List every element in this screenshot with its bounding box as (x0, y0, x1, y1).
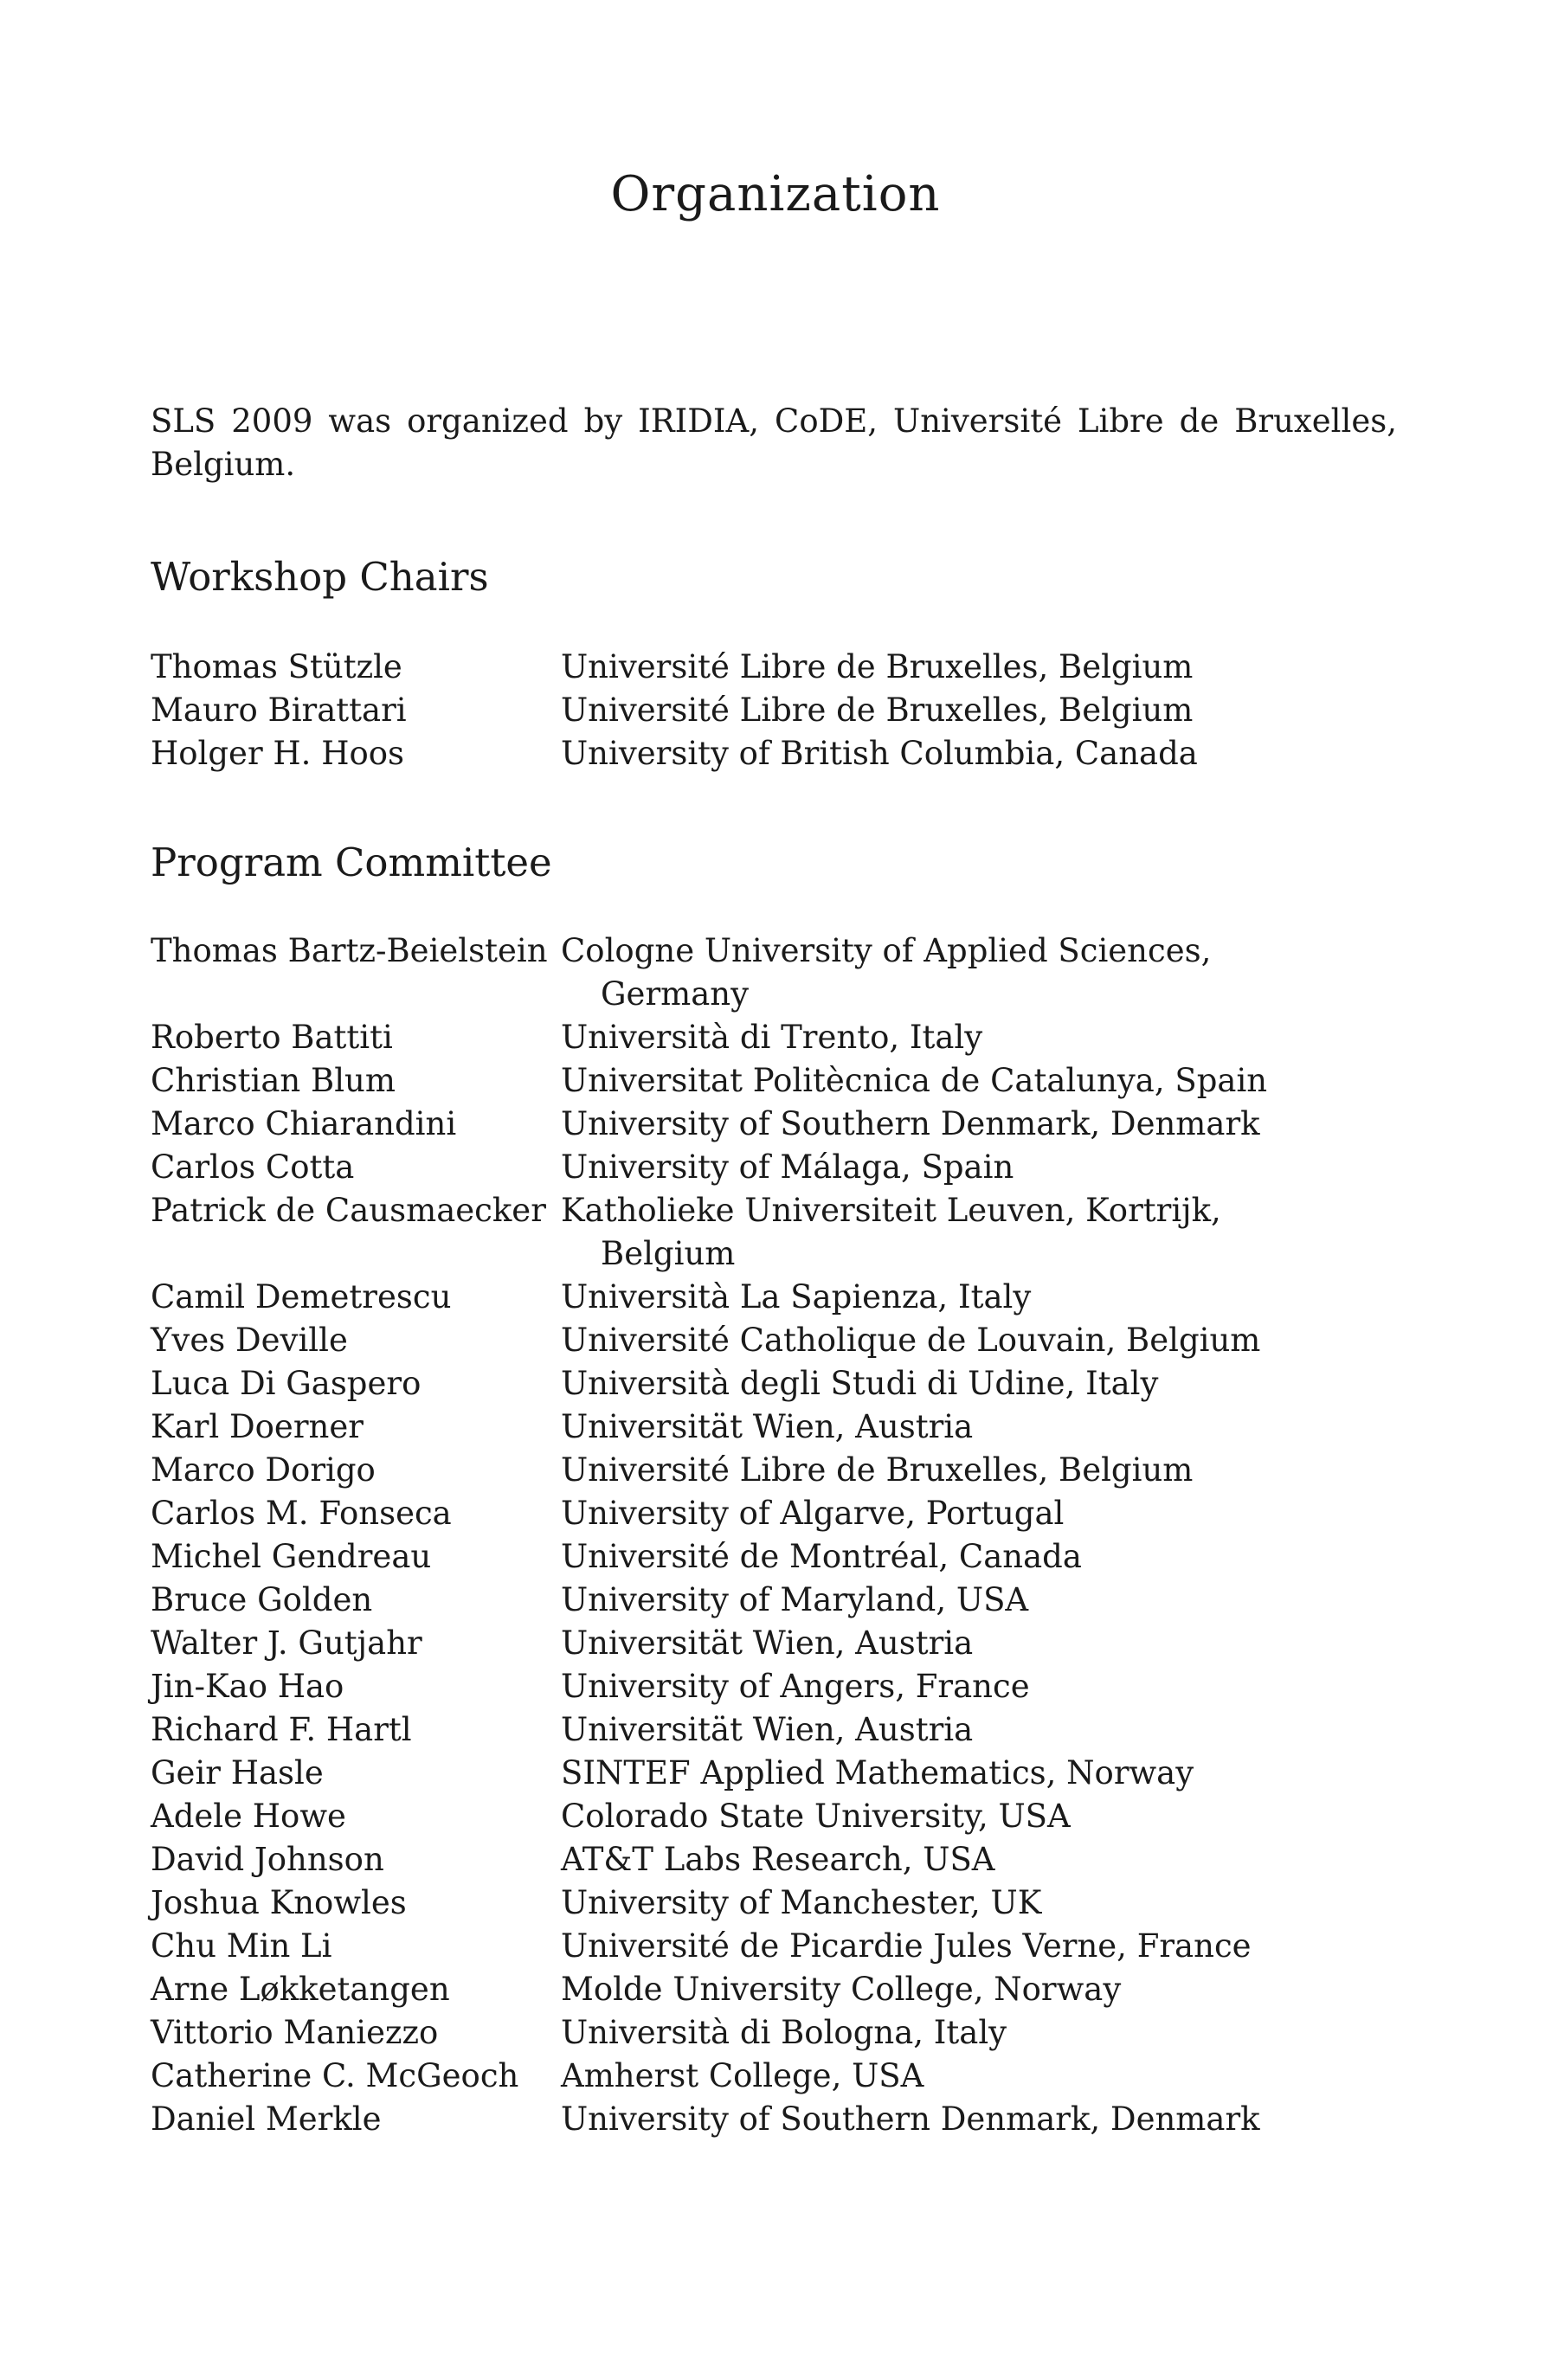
member-name: Richard F. Hartl (151, 1711, 412, 1748)
member-name: Mauro Birattari (151, 691, 407, 729)
list-item (151, 1795, 1397, 1838)
member-affiliation: Université de Picardie Jules Verne, France (561, 1927, 1252, 1965)
list-item (151, 689, 1397, 732)
list-item (151, 1708, 1397, 1752)
member-name: Michel Gendreau (151, 1538, 432, 1575)
list-item (151, 1968, 1397, 2011)
list-item (151, 1146, 1397, 1189)
list-item (151, 1838, 1397, 1881)
program-committee-heading: Program Committee (151, 839, 552, 885)
list-item (151, 1016, 1397, 1059)
member-affiliation: University of Maryland, USA (561, 1581, 1029, 1618)
member-name: Carlos M. Fonseca (151, 1495, 452, 1532)
member-name: Geir Hasle (151, 1754, 324, 1791)
member-name: Bruce Golden (151, 1581, 373, 1618)
member-affiliation: AT&T Labs Research, USA (561, 1841, 995, 1878)
list-item (151, 1362, 1397, 1405)
member-affiliation: Université Libre de Bruxelles, Belgium (561, 1451, 1194, 1489)
member-name: Marco Dorigo (151, 1451, 376, 1489)
member-name: Yves Deville (151, 1322, 348, 1359)
member-name: Catherine C. McGeoch (151, 2057, 519, 2094)
page-title: Organization (610, 166, 941, 222)
member-name: Vittorio Maniezzo (151, 2014, 439, 2051)
program-committee-list (151, 929, 1397, 2141)
member-name: Daniel Merkle (151, 2100, 382, 2138)
member-name: Arne Løkketangen (151, 1971, 450, 2008)
member-name: Holger H. Hoos (151, 735, 405, 772)
member-name: Patrick de Causmaecker (151, 1192, 546, 1229)
member-affiliation: SINTEF Applied Mathematics, Norway (561, 1754, 1194, 1791)
member-affiliation: Amherst College, USA (561, 2057, 924, 2094)
list-item (151, 1622, 1397, 1665)
member-affiliation: Molde University College, Norway (561, 1971, 1122, 2008)
member-affiliation: Université de Montréal, Canada (561, 1538, 1082, 1575)
list-item (151, 2098, 1397, 2141)
list-item (151, 1059, 1397, 1103)
member-affiliation: Università degli Studi di Udine, Italy (561, 1365, 1159, 1402)
member-name: Chu Min Li (151, 1927, 332, 1965)
member-name: Thomas Bartz-Beielstein (151, 932, 548, 969)
member-name: Roberto Battiti (151, 1019, 393, 1056)
list-item (151, 1189, 1397, 1276)
member-affiliation: Università La Sapienza, Italy (561, 1278, 1032, 1315)
list-item (151, 929, 1397, 1016)
member-affiliation: Universität Wien, Austria (561, 1624, 974, 1662)
member-name: Karl Doerner (151, 1408, 364, 1445)
list-item (151, 1881, 1397, 1925)
workshop-chairs-list (151, 646, 1397, 775)
member-name: Thomas Stützle (151, 648, 402, 685)
member-name: Luca Di Gaspero (151, 1365, 422, 1402)
member-affiliation: University of Manchester, UK (561, 1884, 1042, 1921)
list-item (151, 2055, 1397, 2098)
member-affiliation: Colorado State University, USA (561, 1798, 1071, 1835)
list-item (151, 1752, 1397, 1795)
list-item (151, 1449, 1397, 1492)
member-affiliation: Universitat Politècnica de Catalunya, Spain (561, 1062, 1268, 1099)
member-affiliation: Cologne University of Applied Sciences, Germany (561, 932, 1212, 1013)
member-affiliation: Università di Trento, Italy (561, 1019, 983, 1056)
list-item (151, 1535, 1397, 1579)
member-affiliation: Universität Wien, Austria (561, 1408, 974, 1445)
list-item (151, 1276, 1397, 1319)
member-name: Adele Howe (151, 1798, 346, 1835)
member-name: Carlos Cotta (151, 1148, 355, 1186)
workshop-chairs-heading: Workshop Chairs (151, 554, 489, 600)
member-affiliation: University of Southern Denmark, Denmark (561, 1105, 1260, 1142)
list-item (151, 1579, 1397, 1622)
list-item (151, 1103, 1397, 1146)
member-affiliation: Université Libre de Bruxelles, Belgium (561, 648, 1194, 685)
member-name: David Johnson (151, 1841, 384, 1878)
member-name: Marco Chiarandini (151, 1105, 457, 1142)
member-affiliation: University of Southern Denmark, Denmark (561, 2100, 1260, 2138)
list-item (151, 732, 1397, 775)
member-affiliation: Université Libre de Bruxelles, Belgium (561, 691, 1194, 729)
member-affiliation: Universität Wien, Austria (561, 1711, 974, 1748)
list-item (151, 1492, 1397, 1535)
member-affiliation: Université Catholique de Louvain, Belgium (561, 1322, 1261, 1359)
member-affiliation: University of British Columbia, Canada (561, 735, 1198, 772)
list-item (151, 2011, 1397, 2055)
member-name: Joshua Knowles (151, 1884, 407, 1921)
member-affiliation: Katholieke Universiteit Leuven, Kortrijk, Belgium (561, 1192, 1221, 1272)
list-item (151, 1925, 1397, 1968)
member-affiliation: Università di Bologna, Italy (561, 2014, 1007, 2051)
list-item (151, 1405, 1397, 1449)
member-name: Walter J. Gutjahr (151, 1624, 422, 1662)
member-name: Christian Blum (151, 1062, 396, 1099)
member-affiliation: University of Algarve, Portugal (561, 1495, 1065, 1532)
member-name: Jin-Kao Hao (151, 1668, 344, 1705)
intro-paragraph: SLS 2009 was organized by IRIDIA, CoDE, Université Libre de Bruxelles, Belgium. (151, 402, 1397, 483)
member-affiliation: University of Angers, France (561, 1668, 1030, 1705)
list-item (151, 1665, 1397, 1708)
list-item (151, 646, 1397, 689)
list-item (151, 1319, 1397, 1362)
member-affiliation: University of Málaga, Spain (561, 1148, 1014, 1186)
member-name: Camil Demetrescu (151, 1278, 452, 1315)
